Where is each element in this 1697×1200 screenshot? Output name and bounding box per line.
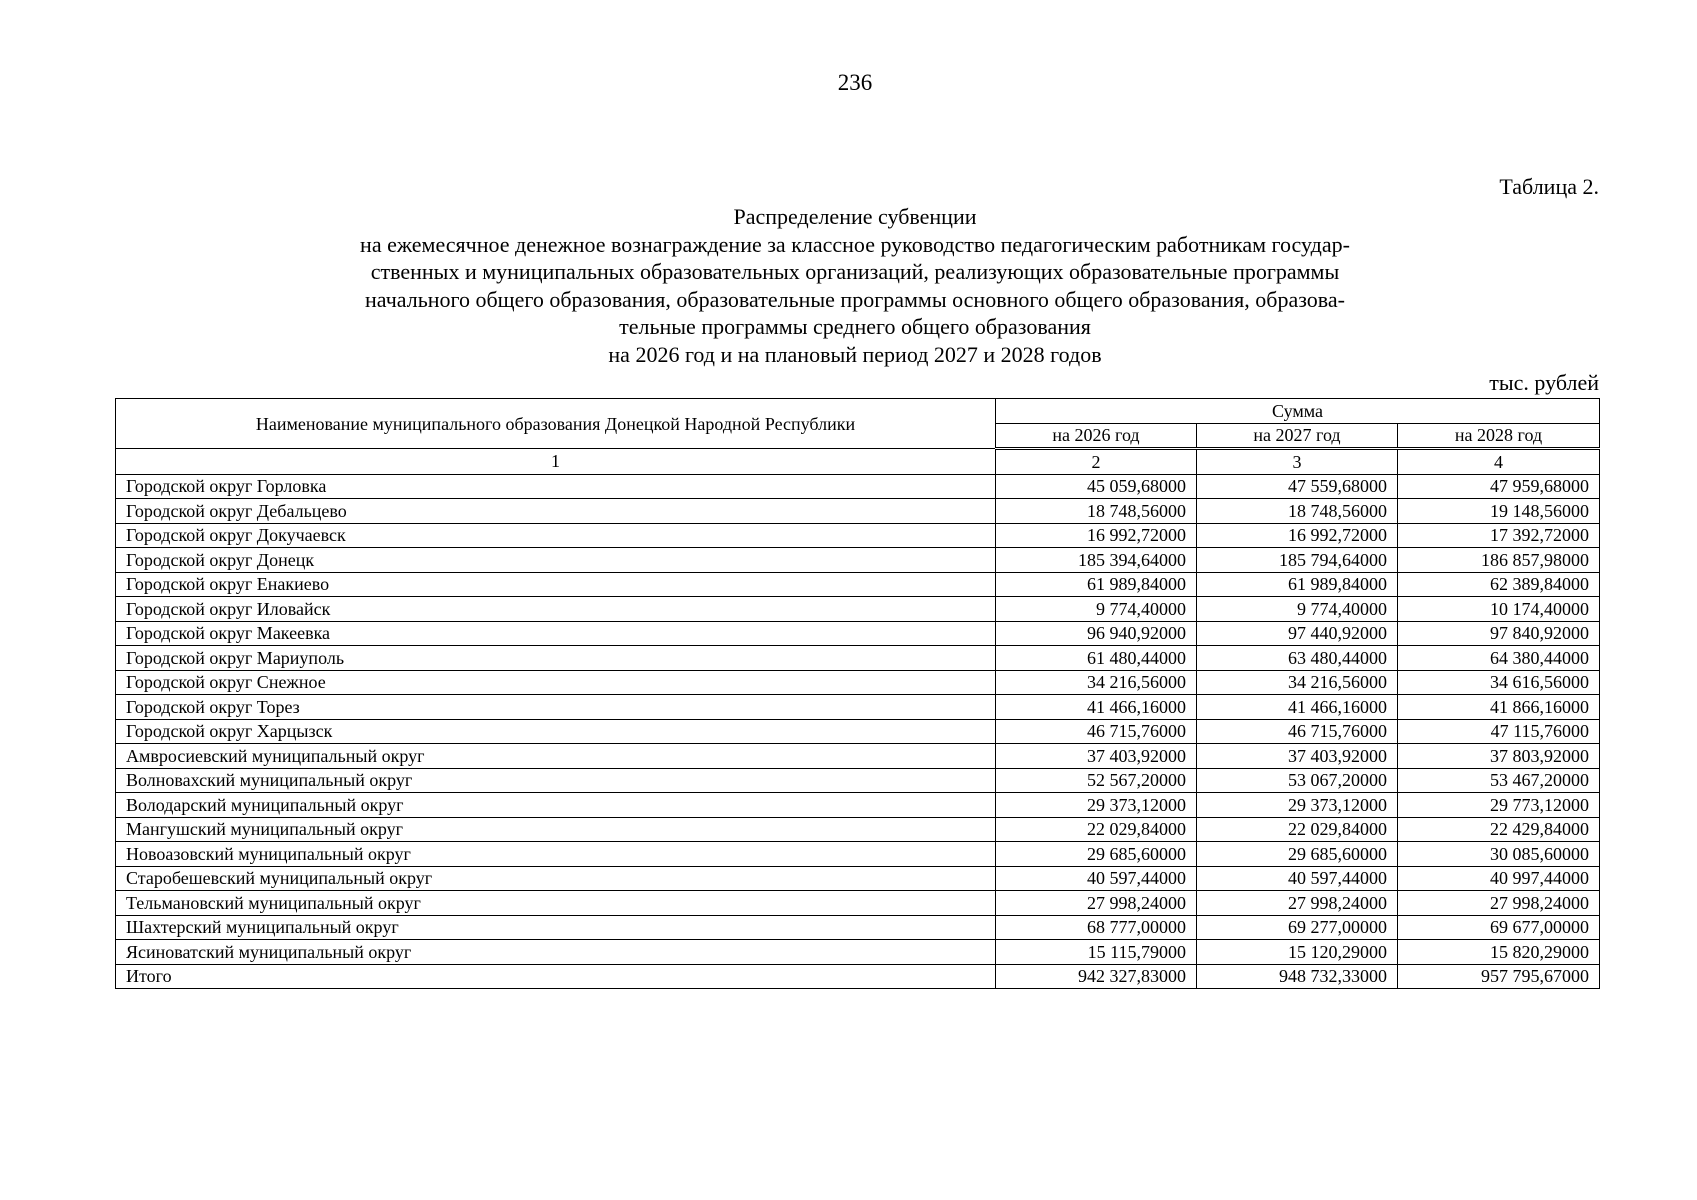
- municipality-name: Городской округ Горловка: [116, 474, 996, 499]
- header-municipality: Наименование муниципального образования Донецкой Народной Республики: [116, 399, 996, 449]
- amount-2026: 185 394,64000: [996, 548, 1197, 573]
- amount-2027: 46 715,76000: [1197, 719, 1398, 744]
- table-row: [116, 695, 1600, 720]
- table-row: [116, 646, 1600, 671]
- municipality-name: Володарский муниципальный округ: [116, 793, 996, 818]
- amount-2026: 46 715,76000: [996, 719, 1197, 744]
- amount-2026: 27 998,24000: [996, 891, 1197, 916]
- table-row: [116, 817, 1600, 842]
- amount-2026: 41 466,16000: [996, 695, 1197, 720]
- amount-2026: 942 327,83000: [996, 964, 1197, 989]
- table-row: [116, 499, 1600, 524]
- amount-2028: 41 866,16000: [1398, 695, 1600, 720]
- municipality-name: Волновахский муниципальный округ: [116, 768, 996, 793]
- amount-2026: 34 216,56000: [996, 670, 1197, 695]
- amount-2027: 41 466,16000: [1197, 695, 1398, 720]
- municipality-name: Итого: [116, 964, 996, 989]
- amount-2026: 37 403,92000: [996, 744, 1197, 769]
- table-row: [116, 548, 1600, 573]
- column-number-row: [116, 449, 1600, 475]
- amount-2027: 22 029,84000: [1197, 817, 1398, 842]
- amount-2027: 40 597,44000: [1197, 866, 1398, 891]
- amount-2028: 97 840,92000: [1398, 621, 1600, 646]
- municipality-name: Новоазовский муниципальный округ: [116, 842, 996, 867]
- table-row: [116, 940, 1600, 965]
- title-line: начального общего образования, образовательные программы основного общего образования, образова-: [365, 286, 1345, 312]
- amount-2027: 18 748,56000: [1197, 499, 1398, 524]
- amount-2028: 19 148,56000: [1398, 499, 1600, 524]
- table-row: [116, 891, 1600, 916]
- amount-2026: 22 029,84000: [996, 817, 1197, 842]
- page-number: 236: [837, 70, 873, 95]
- amount-2028: 29 773,12000: [1398, 793, 1600, 818]
- amount-2028: 64 380,44000: [1398, 646, 1600, 671]
- amount-2028: 69 677,00000: [1398, 915, 1600, 940]
- amount-2026: 61 480,44000: [996, 646, 1197, 671]
- amount-2026: 52 567,20000: [996, 768, 1197, 793]
- table-row: [116, 768, 1600, 793]
- table-header: [116, 399, 1600, 449]
- amount-2028: 40 997,44000: [1398, 866, 1600, 891]
- amount-2027: 29 685,60000: [1197, 842, 1398, 867]
- amount-2027: 47 559,68000: [1197, 474, 1398, 499]
- table-body: [116, 449, 1600, 989]
- amount-2027: 69 277,00000: [1197, 915, 1398, 940]
- amount-2027: 97 440,92000: [1197, 621, 1398, 646]
- table-row: [116, 597, 1600, 622]
- amount-2027: 27 998,24000: [1197, 891, 1398, 916]
- table-row: [116, 670, 1600, 695]
- header-year-2028: на 2028 год: [1398, 423, 1600, 449]
- table-row: [116, 866, 1600, 891]
- column-number: 4: [1398, 449, 1600, 475]
- amount-2026: 15 115,79000: [996, 940, 1197, 965]
- total-row: [116, 964, 1600, 989]
- municipality-name: Мангушский муниципальный округ: [116, 817, 996, 842]
- amount-2028: 17 392,72000: [1398, 523, 1600, 548]
- table-row: [116, 572, 1600, 597]
- amount-2028: 15 820,29000: [1398, 940, 1600, 965]
- amount-2026: 9 774,40000: [996, 597, 1197, 622]
- table-row: [116, 915, 1600, 940]
- title-line: Распределение субвенции: [733, 204, 977, 229]
- title-line: ственных и муниципальных образовательных организаций, реализующих образовательные программы: [370, 259, 1340, 284]
- amount-2027: 15 120,29000: [1197, 940, 1398, 965]
- column-number: 3: [1197, 449, 1398, 475]
- amount-2028: 37 803,92000: [1398, 744, 1600, 769]
- amount-2027: 9 774,40000: [1197, 597, 1398, 622]
- table-row: [116, 793, 1600, 818]
- municipality-name: Старобешевский муниципальный округ: [116, 866, 996, 891]
- amount-2027: 37 403,92000: [1197, 744, 1398, 769]
- amount-2026: 16 992,72000: [996, 523, 1197, 548]
- municipality-name: Городской округ Мариуполь: [116, 646, 996, 671]
- municipality-name: Городской округ Макеевка: [116, 621, 996, 646]
- table-row: [116, 523, 1600, 548]
- table-row: [116, 719, 1600, 744]
- amount-2028: 47 959,68000: [1398, 474, 1600, 499]
- amount-2026: 61 989,84000: [996, 572, 1197, 597]
- amount-2027: 34 216,56000: [1197, 670, 1398, 695]
- header-year-2027: на 2027 год: [1197, 423, 1398, 449]
- amount-2026: 68 777,00000: [996, 915, 1197, 940]
- municipality-name: Шахтерский муниципальный округ: [116, 915, 996, 940]
- units-label: тыс. рублей: [1489, 370, 1599, 395]
- municipality-name: Городской округ Донецк: [116, 548, 996, 573]
- amount-2028: 22 429,84000: [1398, 817, 1600, 842]
- amount-2027: 29 373,12000: [1197, 793, 1398, 818]
- amount-2027: 63 480,44000: [1197, 646, 1398, 671]
- municipality-name: Городской округ Торез: [116, 695, 996, 720]
- table-row: [116, 744, 1600, 769]
- amount-2026: 96 940,92000: [996, 621, 1197, 646]
- amount-2027: 61 989,84000: [1197, 572, 1398, 597]
- amount-2028: 30 085,60000: [1398, 842, 1600, 867]
- amount-2028: 27 998,24000: [1398, 891, 1600, 916]
- title-line: тельные программы среднего общего образования: [619, 314, 1091, 339]
- amount-2026: 29 373,12000: [996, 793, 1197, 818]
- amount-2028: 10 174,40000: [1398, 597, 1600, 622]
- municipality-name: Городской округ Иловайск: [116, 597, 996, 622]
- amount-2026: 45 059,68000: [996, 474, 1197, 499]
- column-number: 2: [996, 449, 1197, 475]
- municipality-name: Городской округ Докучаевск: [116, 523, 996, 548]
- municipality-name: Ясиноватский муниципальный округ: [116, 940, 996, 965]
- amount-2028: 62 389,84000: [1398, 572, 1600, 597]
- municipality-name: Тельмановский муниципальный округ: [116, 891, 996, 916]
- amount-2027: 16 992,72000: [1197, 523, 1398, 548]
- amount-2027: 948 732,33000: [1197, 964, 1398, 989]
- amount-2026: 29 685,60000: [996, 842, 1197, 867]
- municipality-name: Городской округ Харцызск: [116, 719, 996, 744]
- amount-2027: 53 067,20000: [1197, 768, 1398, 793]
- subvention-table: [115, 398, 1600, 989]
- amount-2028: 34 616,56000: [1398, 670, 1600, 695]
- amount-2026: 40 597,44000: [996, 866, 1197, 891]
- amount-2028: 957 795,67000: [1398, 964, 1600, 989]
- municipality-name: Городской округ Енакиево: [116, 572, 996, 597]
- header-year-2026: на 2026 год: [996, 423, 1197, 449]
- column-number: 1: [116, 449, 996, 475]
- title-line: на ежемесячное денежное вознаграждение за классное руководство педагогическим работникам государ-: [360, 231, 1350, 257]
- title-line: на 2026 год и на плановый период 2027 и 2028 годов: [608, 341, 1102, 367]
- amount-2027: 185 794,64000: [1197, 548, 1398, 573]
- table-row: [116, 842, 1600, 867]
- table-label: Таблица 2.: [1499, 174, 1599, 199]
- header-sum: Сумма: [996, 399, 1600, 424]
- municipality-name: Городской округ Дебальцево: [116, 499, 996, 524]
- municipality-name: Городской округ Снежное: [116, 670, 996, 695]
- amount-2028: 186 857,98000: [1398, 548, 1600, 573]
- table-title: [290, 203, 1420, 368]
- table-row: [116, 621, 1600, 646]
- amount-2028: 53 467,20000: [1398, 768, 1600, 793]
- amount-2026: 18 748,56000: [996, 499, 1197, 524]
- table-row: [116, 474, 1600, 499]
- municipality-name: Амвросиевский муниципальный округ: [116, 744, 996, 769]
- amount-2028: 47 115,76000: [1398, 719, 1600, 744]
